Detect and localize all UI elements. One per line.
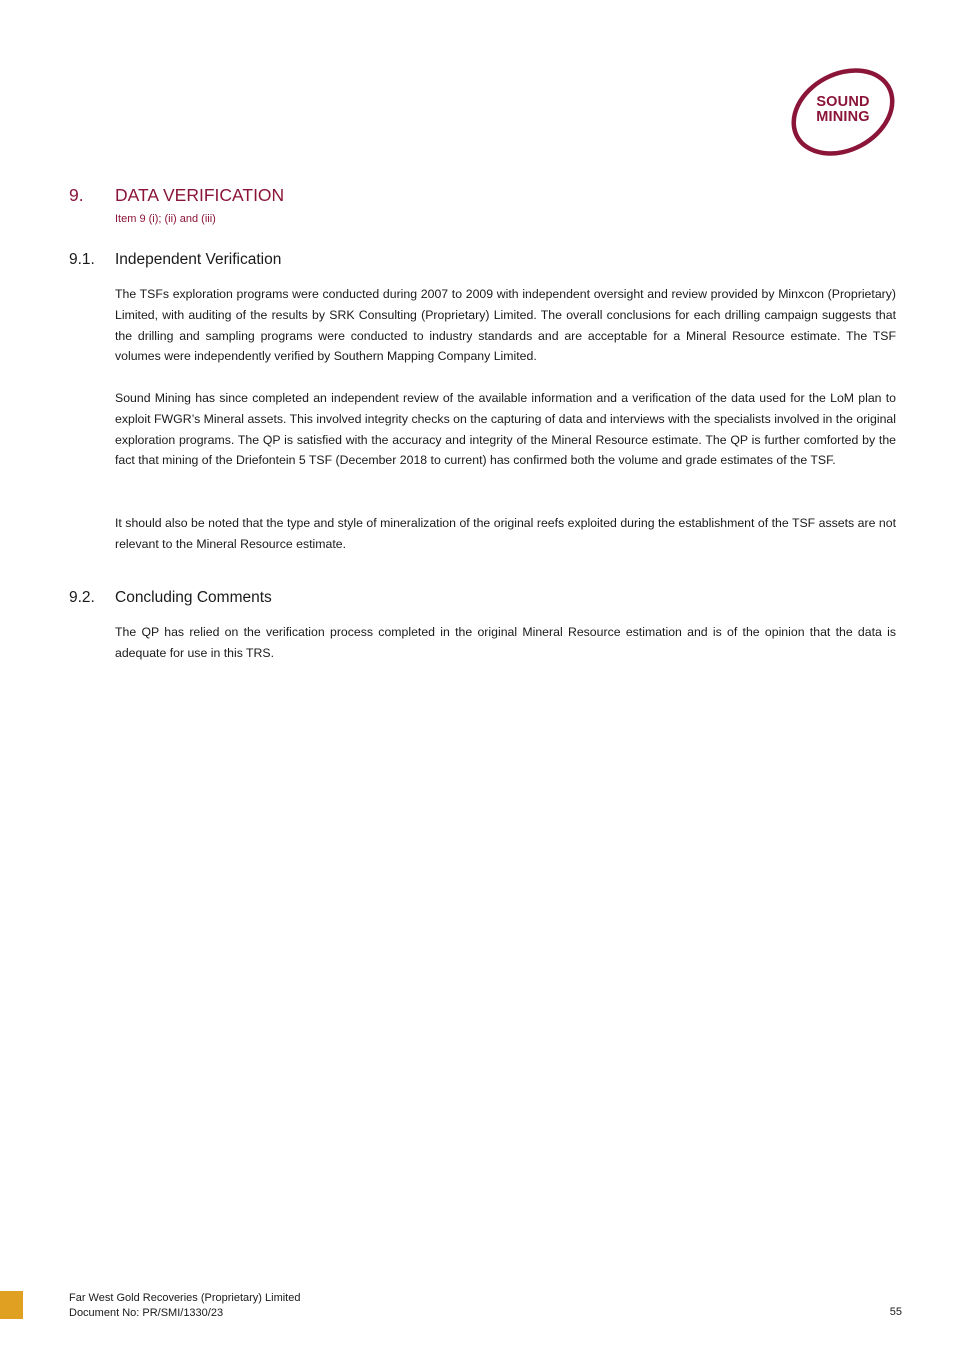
logo-line-1: SOUND xyxy=(816,94,870,110)
footer-accent-bar xyxy=(0,1291,23,1319)
footer xyxy=(69,1291,300,1321)
page-number: 55 xyxy=(889,1306,902,1318)
subsection-number: 9.2. xyxy=(69,589,95,606)
footer-company: Far West Gold Recoveries (Proprietary) Limited xyxy=(69,1292,301,1304)
section-number: 9. xyxy=(69,185,84,205)
subsection-title: Concluding Comments xyxy=(115,589,272,606)
item-reference: Item 9 (i); (ii) and (iii) xyxy=(115,213,216,225)
paragraph: The QP has relied on the verification process completed in the original Mineral Resource estimation and is of the opinion that the data is adequate for use in this TRS. xyxy=(115,625,896,660)
paragraph: It should also be noted that the type and style of mineralization of the original reefs exploited during the establishment of the TSF assets are not relevant to the Mineral Resource estimate. xyxy=(115,516,896,551)
paragraph: Sound Mining has since completed an independent review of the available information and a verification of the data used for the LoM plan to exploit FWGR’s Mineral assets. This involved integrity checks on the capturing of data and interviews with the specialists involved in the original exploration programs. The QP is satisfied with the accuracy and integrity of the Mineral Resource estimate. The QP is further comforted by the fact that mining of the Driefontein 5 TSF (December 2018 to current) has confirmed both the volume and grade estimates of the TSF. xyxy=(115,391,896,468)
footer-document-number: Document No: PR/SMI/1330/23 xyxy=(69,1307,224,1319)
logo-wordmark xyxy=(786,95,900,125)
logo-line-2: MINING xyxy=(816,109,870,125)
section-title: DATA VERIFICATION xyxy=(115,185,285,205)
subsection-number: 9.1. xyxy=(69,251,95,268)
subsection-title: Independent Verification xyxy=(115,251,282,268)
sound-mining-logo xyxy=(786,66,900,158)
paragraph: The TSFs exploration programs were conducted during 2007 to 2009 with independent oversight and review provided by Minxcon (Proprietary) Limited, with auditing of the results by SRK Consulting (Proprietary) Limited. The overall conclusions for each drilling campaign suggests that the drilling and sampling programs were conducted to industry standards and are acceptable for a Mineral Resource estimate. The TSF volumes were independently verified by Southern Mapping Company Limited. xyxy=(115,287,896,364)
